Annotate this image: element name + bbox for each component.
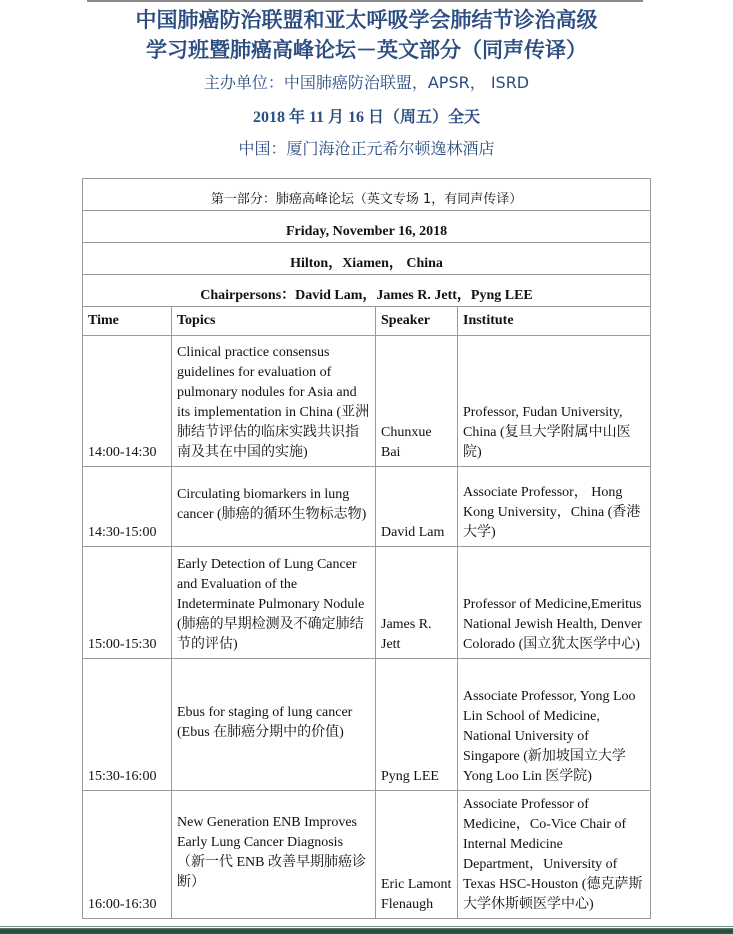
cell-time: 15:30-16:00 bbox=[83, 659, 172, 791]
organizers: 主办单位：中国肺癌防治联盟，APSR， ISRD bbox=[203, 73, 530, 92]
top-rule bbox=[87, 0, 643, 2]
cell-topic: Circulating biomarkers in lung cancer (肺癌的循环生物标志物) bbox=[172, 467, 376, 547]
footer-rule bbox=[0, 926, 733, 927]
cell-institute: Associate Professor, Yong Loo Lin School of Medicine, National University of Singapore (新加坡国立大学 Yong Loo Lin 医学院) bbox=[458, 659, 651, 791]
column-header-speaker: Speaker bbox=[376, 307, 458, 336]
column-header-institute: Institute bbox=[458, 307, 651, 336]
cell-topic: Clinical practice consensus guidelines for evaluation of pulmonary nodules for Asia and its implementation in China (亚洲肺结节评估的临床实践共识指南及其在中国的实施) bbox=[172, 336, 376, 467]
footer-band bbox=[0, 928, 733, 934]
cell-institute: Professor, Fudan University, China (复旦大学附属中山医院) bbox=[458, 336, 651, 467]
cell-speaker: James R. Jett bbox=[376, 547, 458, 659]
cell-speaker: Pyng LEE bbox=[376, 659, 458, 791]
section-title: 第一部分：肺癌高峰论坛（英文专场 1，有同声传译） bbox=[83, 179, 651, 211]
event-date: 2018 年 11 月 16 日（周五）全天 bbox=[252, 109, 481, 126]
page-title-line1: 中国肺癌防治联盟和亚太呼吸学会肺结节诊治高级 bbox=[135, 8, 598, 32]
agenda-table bbox=[82, 178, 651, 919]
table-header bbox=[83, 307, 651, 336]
cell-time: 14:00-14:30 bbox=[83, 336, 172, 467]
page-title-line2: 学习班暨肺癌高峰论坛－英文部分（同声传译） bbox=[146, 38, 587, 62]
cell-speaker: Eric Lamont Flenaugh bbox=[376, 791, 458, 919]
cell-time: 15:00-15:30 bbox=[83, 547, 172, 659]
location-row: Hilton，Xiamen， China bbox=[83, 243, 651, 275]
date-row: Friday, November 16, 2018 bbox=[83, 211, 651, 243]
column-header-topics: Topics bbox=[172, 307, 376, 336]
cell-institute: Professor of Medicine,Emeritus National Jewish Health, Denver Colorado (国立犹太医学中心) bbox=[458, 547, 651, 659]
table-row bbox=[83, 467, 651, 547]
cell-topic: Early Detection of Lung Cancer and Evaluation of the Indeterminate Pulmonary Nodule (肺癌的早期检测及不确定肺结节的评估) bbox=[172, 547, 376, 659]
table-row bbox=[83, 547, 651, 659]
event-venue: 中国：厦门海沧正元希尔顿逸林酒店 bbox=[238, 139, 495, 158]
cell-topic: New Generation ENB Improves Early Lung Cancer Diagnosis （新一代 ENB 改善早期肺癌诊断） bbox=[172, 791, 376, 919]
cell-speaker: David Lam bbox=[376, 467, 458, 547]
cell-time: 14:30-15:00 bbox=[83, 467, 172, 547]
cell-time: 16:00-16:30 bbox=[83, 791, 172, 919]
cell-topic: Ebus for staging of lung cancer (Ebus 在肺癌分期中的价值) bbox=[172, 659, 376, 791]
cell-speaker: Chunxue Bai bbox=[376, 336, 458, 467]
chairpersons-row: Chairpersons：David Lam，James R. Jett，Pyng LEE bbox=[83, 275, 651, 307]
table-row bbox=[83, 336, 651, 467]
cell-institute: Associate Professor of Medicine，Co-Vice Chair of Internal Medicine Department，University of Texas HSC-Houston (德克萨斯大学休斯顿医学中心) bbox=[458, 791, 651, 919]
cell-institute: Associate Professor， Hong Kong University，China (香港大学) bbox=[458, 467, 651, 547]
table-row bbox=[83, 659, 651, 791]
table-row bbox=[83, 791, 651, 919]
column-header-time: Time bbox=[83, 307, 172, 336]
